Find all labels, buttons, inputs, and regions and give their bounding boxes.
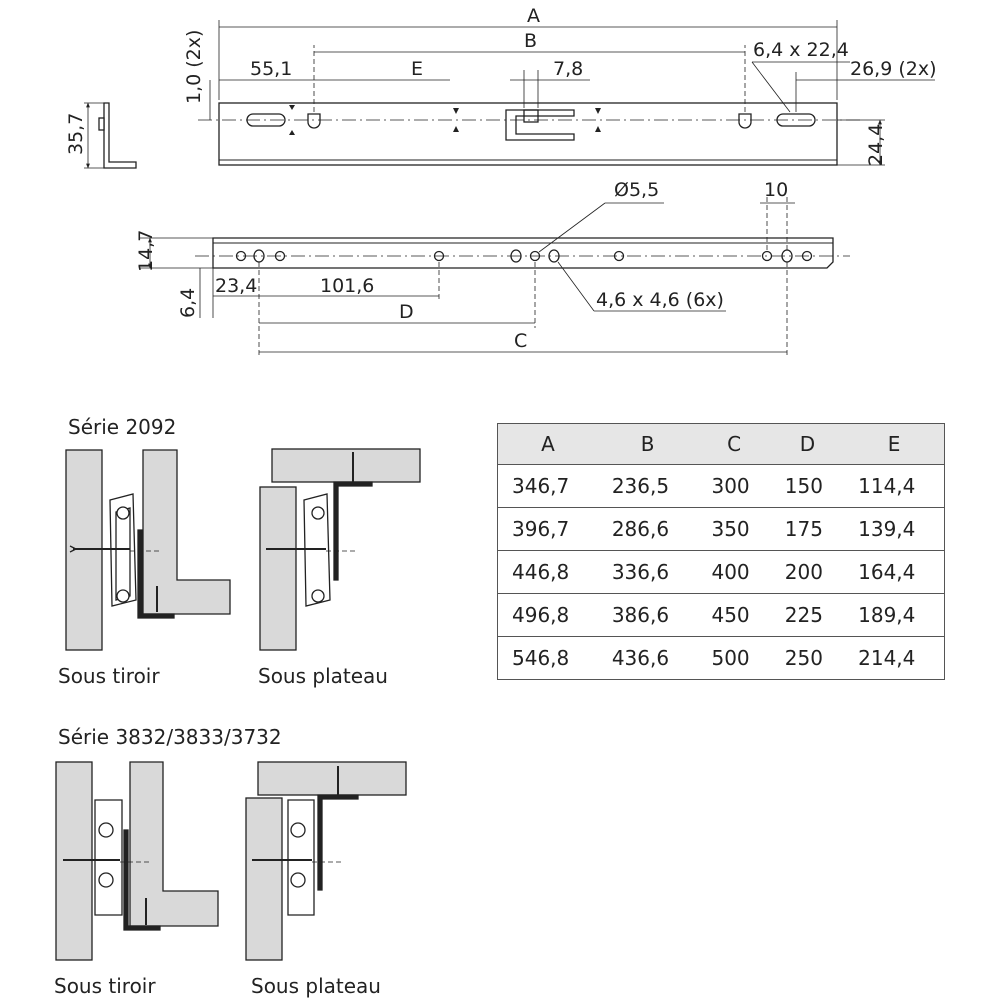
series-3832-under-top [246, 762, 406, 960]
table-header-e: E [844, 424, 944, 465]
series-3832-caption-left: Sous tiroir [54, 974, 156, 998]
table-cell: 450 [697, 594, 770, 637]
dim-35-7-label: 35,7 [65, 112, 87, 155]
dim-a-label: A [527, 5, 540, 27]
dim-d-label: D [399, 301, 414, 323]
series-3832-title: Série 3832/3833/3732 [58, 725, 282, 749]
dim-7-8-label: 7,8 [553, 58, 584, 80]
table-header-c: C [697, 424, 770, 465]
dim-23-4-label: 23,4 [215, 275, 258, 297]
table-cell: 386,6 [598, 594, 698, 637]
series-2092-caption-left: Sous tiroir [58, 664, 160, 688]
table-cell: 175 [771, 508, 844, 551]
table-cell: 446,8 [498, 551, 598, 594]
dim-1-0-label: 1,0 (2x) [183, 29, 205, 104]
series-2092-under-drawer [66, 450, 230, 650]
table-cell: 346,7 [498, 465, 598, 508]
bracket-profile [104, 103, 136, 168]
table-cell: 225 [771, 594, 844, 637]
table-cell: 286,6 [598, 508, 698, 551]
table-cell: 150 [771, 465, 844, 508]
table-header-a: A [498, 424, 598, 465]
dimensions-table [497, 423, 945, 680]
table-header-d: D [771, 424, 844, 465]
series-3832-caption-right: Sous plateau [251, 974, 381, 998]
dim-c-label: C [514, 330, 528, 352]
table-cell: 164,4 [844, 551, 944, 594]
dim-14-7-label: 14,7 [135, 229, 157, 272]
table-cell: 114,4 [844, 465, 944, 508]
dim-55-1-label: 55,1 [250, 58, 293, 80]
table-cell: 500 [697, 637, 770, 680]
table-cell: 350 [697, 508, 770, 551]
table-cell: 496,8 [498, 594, 598, 637]
series-2092-caption-right: Sous plateau [258, 664, 388, 688]
table-row [498, 594, 945, 637]
dim-26-9-label: 26,9 (2x) [850, 58, 937, 80]
table-header-row [498, 424, 945, 465]
table-cell: 214,4 [844, 637, 944, 680]
table-row [498, 465, 945, 508]
dim-10-label: 10 [764, 179, 789, 201]
table-cell: 396,7 [498, 508, 598, 551]
table-cell: 200 [771, 551, 844, 594]
series-2092-under-top [260, 449, 420, 650]
table-cell: 236,5 [598, 465, 698, 508]
table-row [498, 508, 945, 551]
table-row [498, 637, 945, 680]
table-cell: 139,4 [844, 508, 944, 551]
dim-4-6-label: 4,6 x 4,6 (6x) [596, 289, 724, 311]
dim-5-5-label: Ø5,5 [614, 179, 660, 201]
table-cell: 189,4 [844, 594, 944, 637]
table-cell: 436,6 [598, 637, 698, 680]
dim-e-label: E [411, 58, 424, 80]
dim-6-4-label: 6,4 [177, 287, 199, 318]
dim-24-4-label: 24,4 [865, 123, 887, 166]
table-cell: 300 [697, 465, 770, 508]
dim-b-label: B [524, 30, 538, 52]
table-cell: 400 [697, 551, 770, 594]
table-header-b: B [598, 424, 698, 465]
table-cell: 250 [771, 637, 844, 680]
table-row [498, 551, 945, 594]
table-cell: 336,6 [598, 551, 698, 594]
dim-6-4-x-22-4-label: 6,4 x 22,4 [753, 39, 849, 61]
series-3832-under-drawer [56, 762, 218, 960]
table-cell: 546,8 [498, 637, 598, 680]
series-2092-title: Série 2092 [68, 415, 177, 439]
dim-101-6-label: 101,6 [320, 275, 375, 297]
